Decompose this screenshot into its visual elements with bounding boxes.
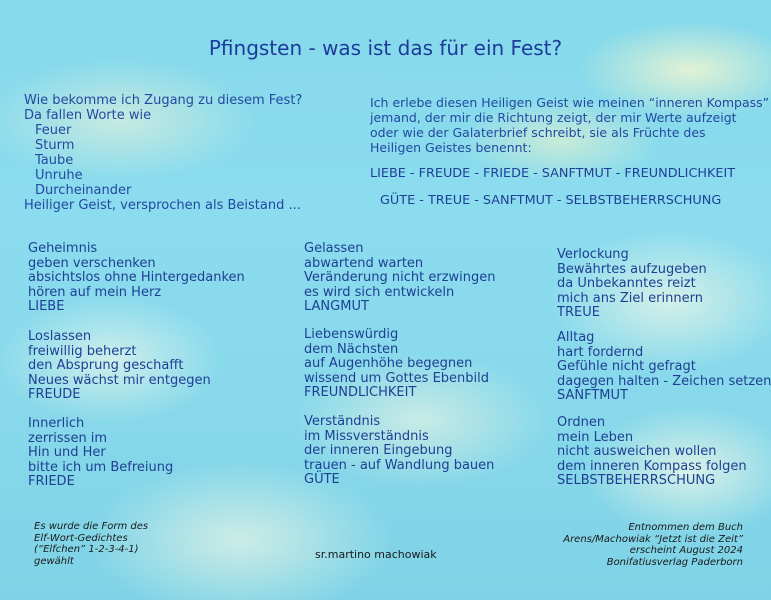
elfchen-line: Bewährtes aufzugeben xyxy=(557,261,707,277)
elfchen-liebe xyxy=(28,242,245,315)
kompass-line: Heiligen Geistes benennt: xyxy=(370,140,532,155)
elfchen-line: hören auf mein Herz xyxy=(28,284,162,300)
elfchen-line: der inneren Eingebung xyxy=(304,443,453,459)
kompass-text xyxy=(370,95,769,155)
elfchen-treue xyxy=(557,248,707,321)
kompass-line: jemand, der mir die Richtung zeigt, der mir Werte aufzeigt xyxy=(370,110,737,125)
form-note xyxy=(34,521,148,567)
elfchen-line: Innerlich xyxy=(28,416,85,431)
intro-text xyxy=(24,93,302,213)
elfchen-line: abwartend warten xyxy=(304,255,424,271)
intro-line: Da fallen Worte wie xyxy=(24,108,152,123)
elfchen-line: Veränderung nicht erzwingen xyxy=(304,270,496,286)
intro-word: Taube xyxy=(35,153,74,168)
elfchen-line: Gelassen xyxy=(304,241,364,256)
author: sr.martino machowiak xyxy=(315,548,437,561)
elfchen-line: bitte ich um Befreiung xyxy=(28,459,174,475)
elfchen-line: zerrissen im xyxy=(28,430,108,446)
elfchen-line: Verlockung xyxy=(557,247,629,262)
elfchen-line: Gefühle nicht gefragt xyxy=(557,359,696,375)
elfchen-selbstbeherrschung xyxy=(557,416,747,489)
kompass-line: Ich erlebe diesen Heiligen Geist wie meinen “inneren Kompass” xyxy=(370,95,770,110)
intro-line: Wie bekomme ich Zugang zu diesem Fest? xyxy=(24,93,303,108)
elfchen-line: absichtslos ohne Hintergedanken xyxy=(28,270,245,286)
elfchen-keyword: GÜTE xyxy=(304,472,340,488)
source-line: erscheint August 2024 xyxy=(629,545,743,557)
elfchen-line: mein Leben xyxy=(557,429,634,445)
elfchen-line: dagegen halten - Zeichen setzen xyxy=(557,373,771,389)
elfchen-line: Neues wächst mir entgegen xyxy=(28,372,211,388)
elfchen-langmut xyxy=(304,242,496,315)
elfchen-line: dem Nächsten xyxy=(304,341,399,357)
elfchen-line: freiwillig beherzt xyxy=(28,343,137,359)
elfchen-line: es wird sich entwickeln xyxy=(304,284,455,300)
elfchen-guete xyxy=(304,415,494,488)
elfchen-line: hart fordernd xyxy=(557,344,644,360)
elfchen-friede xyxy=(28,417,173,490)
elfchen-freundlichkeit xyxy=(304,328,489,401)
elfchen-keyword: LIEBE xyxy=(28,299,65,315)
intro-word: Durcheinander xyxy=(35,183,132,198)
fruits-line-1: LIEBE - FREUDE - FRIEDE - SANFTMUT - FREUNDLICHKEIT xyxy=(370,166,736,181)
elfchen-line: geben verschenken xyxy=(28,255,156,271)
note-line: Elf-Wort-Gedichtes xyxy=(34,532,128,544)
intro-line: Heiliger Geist, versprochen als Beistand ... xyxy=(24,198,301,213)
note-line: (“Elfchen” 1-2-3-4-1) xyxy=(34,544,139,556)
elfchen-line: Verständnis xyxy=(304,414,381,429)
elfchen-line: da Unbekanntes reizt xyxy=(557,276,696,292)
elfchen-sanftmut xyxy=(557,331,771,404)
elfchen-keyword: FREUDE xyxy=(28,387,81,403)
elfchen-keyword: SANFTMUT xyxy=(557,388,628,404)
fruits-line-2: GÜTE - TREUE - SANFTMUT - SELBSTBEHERRSCHUNG xyxy=(380,193,722,208)
elfchen-line: den Absprung geschafft xyxy=(28,358,184,374)
source-line: Arens/Machowiak “Jetzt ist die Zeit” xyxy=(563,533,743,545)
intro-word: Sturm xyxy=(35,138,75,153)
elfchen-keyword: TREUE xyxy=(557,305,600,321)
elfchen-line: trauen - auf Wandlung bauen xyxy=(304,457,495,473)
elfchen-line: auf Augenhöhe begegnen xyxy=(304,356,473,372)
elfchen-line: Geheimnis xyxy=(28,241,98,256)
page-title: Pfingsten - was ist das für ein Fest? xyxy=(208,36,563,60)
elfchen-line: Alltag xyxy=(557,330,595,345)
note-line: Es wurde die Form des xyxy=(34,521,149,532)
intro-word: Feuer xyxy=(35,123,72,138)
note-line: gewählt xyxy=(34,555,74,567)
elfchen-line: im Missverständnis xyxy=(304,428,429,444)
kompass-line: oder wie der Galaterbrief schreibt, sie als Früchte des xyxy=(370,125,706,140)
elfchen-line: Ordnen xyxy=(557,415,606,430)
elfchen-line: mich ans Ziel erinnern xyxy=(557,290,703,306)
elfchen-keyword: LANGMUT xyxy=(304,299,369,315)
source-note xyxy=(563,522,743,568)
elfchen-line: Hin und Her xyxy=(28,445,106,461)
elfchen-line: Loslassen xyxy=(28,329,92,344)
elfchen-keyword: FREUNDLICHKEIT xyxy=(304,385,417,401)
elfchen-keyword: FRIEDE xyxy=(28,474,75,490)
intro-word: Unruhe xyxy=(35,168,83,183)
source-line: Entnommen dem Buch xyxy=(628,522,743,533)
elfchen-line: wissend um Gottes Ebenbild xyxy=(304,370,490,386)
elfchen-freude xyxy=(28,330,211,403)
elfchen-line: dem inneren Kompass folgen xyxy=(557,458,747,474)
elfchen-line: Liebenswürdig xyxy=(304,327,399,342)
elfchen-line: nicht ausweichen wollen xyxy=(557,444,717,460)
source-line: Bonifatiusverlag Paderborn xyxy=(606,556,743,568)
elfchen-keyword: SELBSTBEHERRSCHUNG xyxy=(557,473,716,489)
